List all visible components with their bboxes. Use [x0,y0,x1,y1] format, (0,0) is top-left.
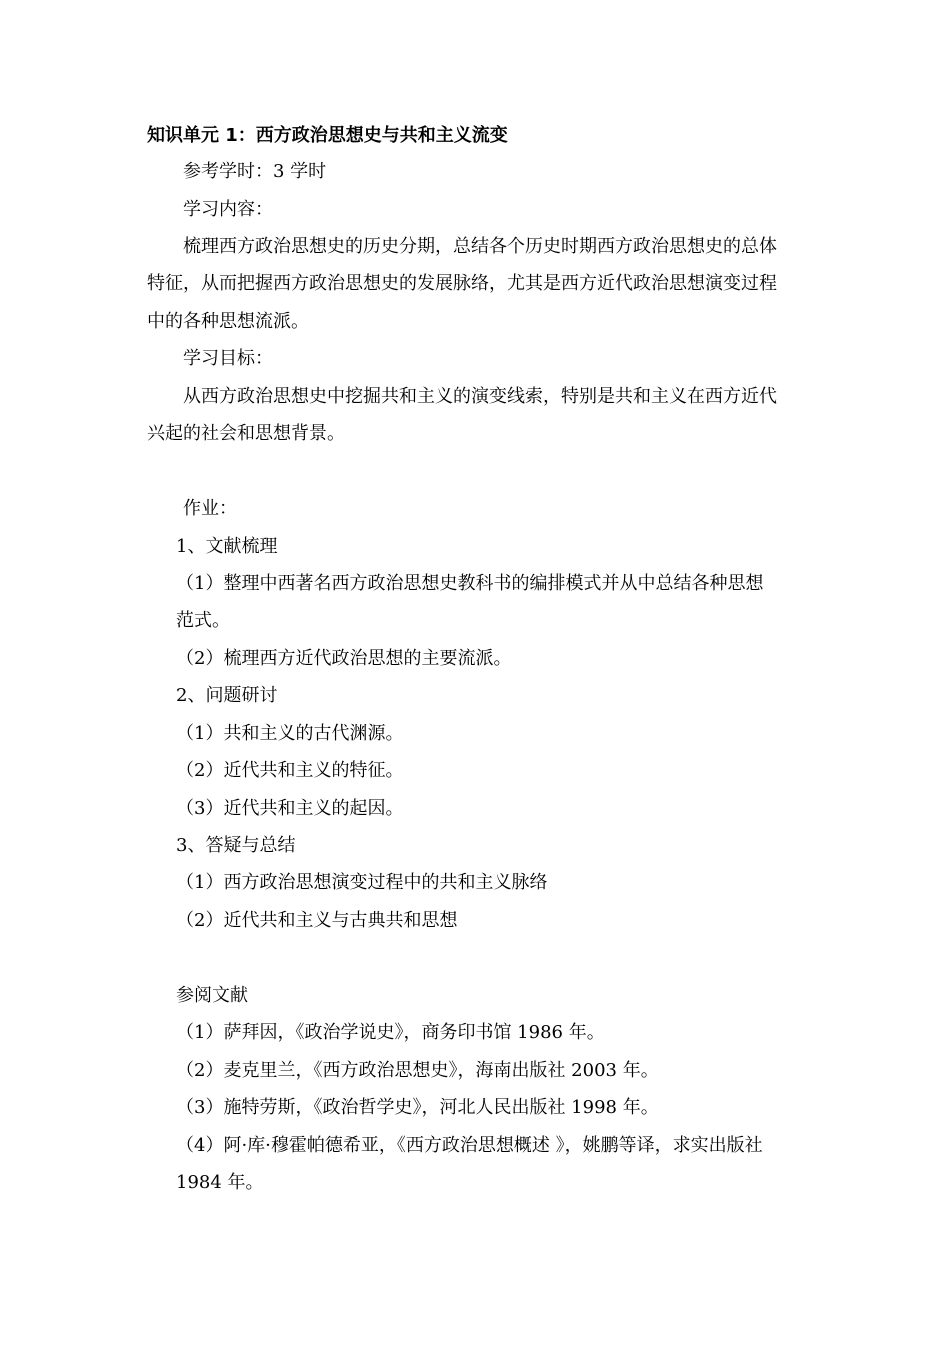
homework-item: （2）近代共和主义与古典共和思想 [176,910,458,931]
content-line: 梳理西方政治思想史的历史分期，总结各个历史时期西方政治思想史的总体 [183,236,777,257]
content-label: 学习内容： [183,199,273,220]
homework-item: （1）共和主义的古代渊源。 [176,723,404,744]
homework-section-title: 2、问题研讨 [176,685,278,706]
study-hours: 参考学时：3 学时 [183,161,327,182]
content-line: 中的各种思想流派。 [147,311,309,332]
homework-label: 作业： [183,498,237,519]
homework-item: 范式。 [176,610,230,631]
unit-title: 知识单元 1：西方政治思想史与共和主义流变 [147,125,508,146]
reference-item: （3）施特劳斯，《政治哲学史》，河北人民出版社 1998 年。 [176,1097,659,1118]
homework-section-title: 3、答疑与总结 [176,835,296,856]
homework-item: （3）近代共和主义的起因。 [176,798,404,819]
references-label: 参阅文献 [176,985,248,1006]
homework-section-title: 1、文献梳理 [176,536,278,557]
homework-item: （1）整理中西著名西方政治思想史教科书的编排模式并从中总结各种思想 [176,573,764,594]
goal-label: 学习目标： [183,348,273,369]
goal-line: 兴起的社会和思想背景。 [147,423,345,444]
homework-item: （1）西方政治思想演变过程中的共和主义脉络 [176,872,548,893]
homework-item: （2）梳理西方近代政治思想的主要流派。 [176,648,512,669]
reference-item: （2）麦克里兰，《西方政治思想史》，海南出版社 2003 年。 [176,1060,659,1081]
content-line: 特征，从而把握西方政治思想史的发展脉络，尤其是西方近代政治思想演变过程 [147,273,777,294]
reference-item: 1984 年。 [176,1172,264,1193]
goal-line: 从西方政治思想史中挖掘共和主义的演变线索，特别是共和主义在西方近代 [183,386,777,407]
homework-item: （2）近代共和主义的特征。 [176,760,404,781]
reference-item: （1）萨拜因，《政治学说史》，商务印书馆 1986 年。 [176,1022,605,1043]
reference-item: （4）阿·库·穆霍帕德希亚，《西方政治思想概述 》，姚鹏等译，求实出版社 [176,1135,763,1156]
